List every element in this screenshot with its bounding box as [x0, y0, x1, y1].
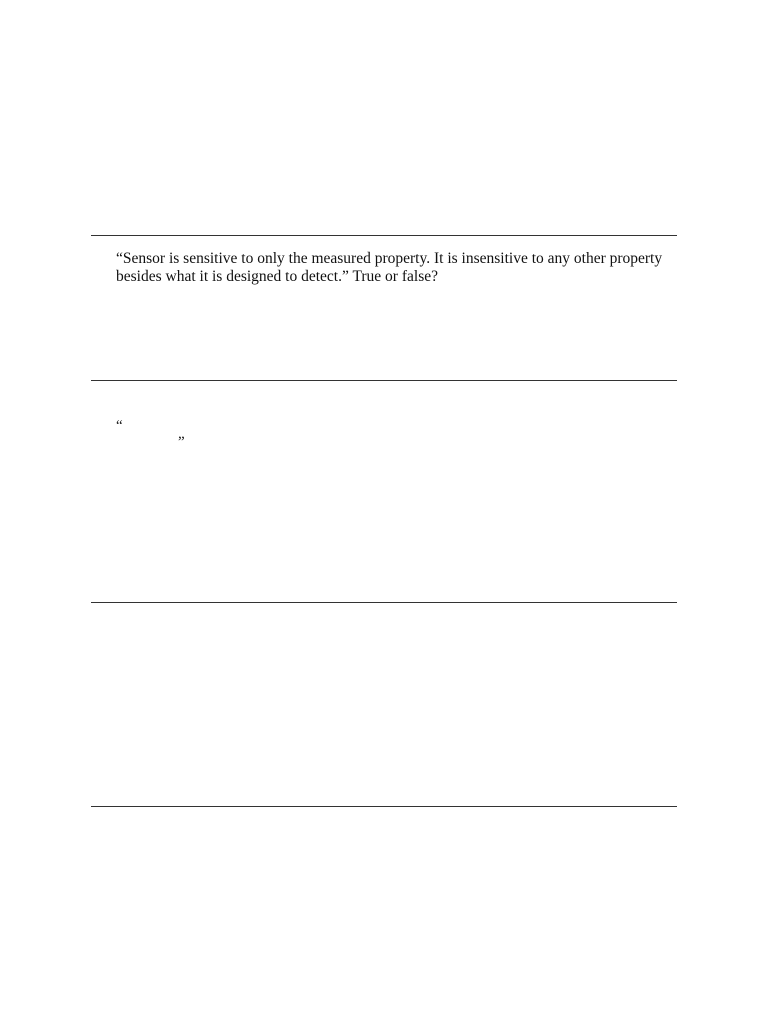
horizontal-divider — [91, 235, 677, 236]
horizontal-divider — [91, 602, 677, 603]
opening-quote-mark: “ — [116, 418, 123, 434]
question-line: “Sensor is sensitive to only the measured property. It is insensitive to any other property — [116, 250, 663, 267]
horizontal-divider — [91, 380, 677, 381]
closing-quote-mark: ” — [178, 434, 185, 450]
horizontal-divider — [91, 806, 677, 807]
question-line: besides what it is designed to detect.” True or false? — [116, 268, 438, 285]
question-text — [116, 250, 676, 286]
